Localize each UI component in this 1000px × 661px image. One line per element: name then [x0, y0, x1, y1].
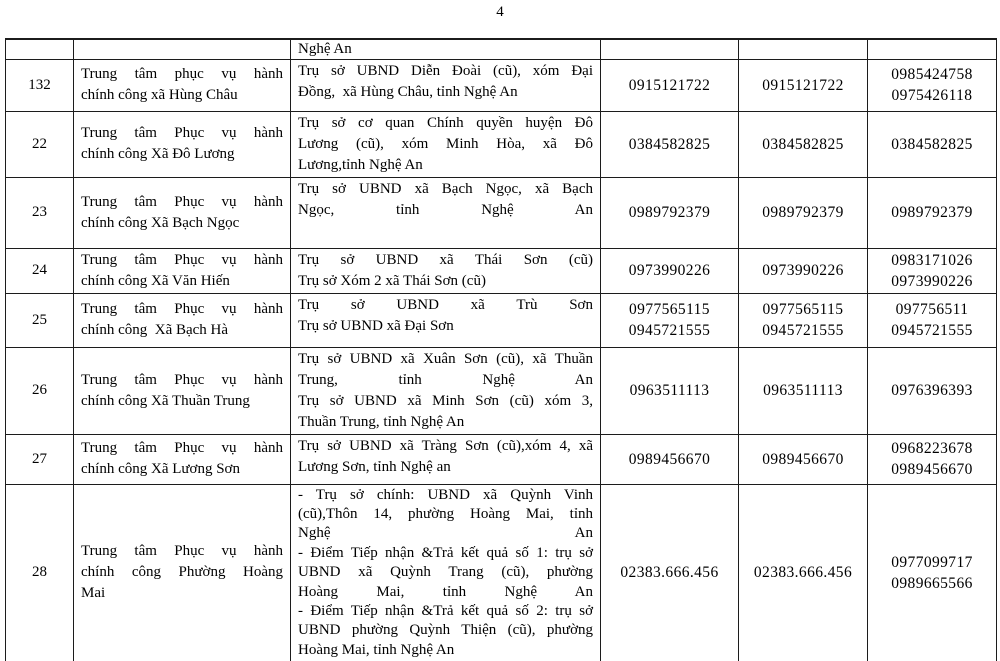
address-line: Lương (cũ), xóm Minh Hòa, xã Đô: [298, 135, 593, 152]
address-line: - Điểm Tiếp nhận &Trả kết quả số 1: trụ sở: [298, 544, 593, 561]
phone-cell-3: [868, 293, 997, 347]
phone-cell-3: [868, 484, 997, 661]
center-name-cell: [74, 293, 291, 347]
row-number-cell: 23: [6, 177, 74, 248]
phone-number: 0983171026: [891, 251, 973, 269]
address-line: Trụ sở UBND xã Xuân Sơn (cũ), xã Thuần: [298, 350, 593, 367]
phone-number: 0384582825: [628, 135, 711, 153]
phone-cell-2: [739, 248, 868, 293]
address-line: Trụ sở UBND Diễn Đoài (cũ), xóm Đại: [298, 62, 593, 79]
phone-number: 0915121722: [762, 76, 844, 94]
phone-number: 0975426118: [891, 87, 973, 104]
phone-cell-1: [601, 293, 739, 347]
phone-number: 0985424758: [891, 66, 973, 83]
center-name-line: Trung tâm Phục vụ hành: [81, 193, 283, 210]
table-row: [6, 347, 997, 434]
phone-cell-3: [868, 39, 997, 59]
phone-number: 0963511113: [763, 382, 843, 399]
center-name-cell: [74, 39, 291, 59]
center-name-cell: [74, 347, 291, 434]
address-line: Trung, tỉnh Nghệ An: [298, 371, 593, 388]
phone-number: 0973990226: [891, 272, 973, 290]
address-cell: [291, 434, 601, 484]
address-line: Lương Sơn, tỉnh Nghệ an: [298, 458, 451, 475]
center-name-line: Trung tâm Phục vụ hành: [81, 251, 283, 268]
phone-number: 0989456670: [762, 450, 844, 468]
phone-number: 0915121722: [628, 76, 711, 94]
phone-number: 0989456670: [628, 450, 711, 468]
table-row: [6, 248, 997, 293]
address-line: (cũ),Thôn 14, phường Hoàng Mai, tỉnh: [298, 505, 593, 522]
phone-number: 0977565115: [629, 301, 710, 318]
address-line: - Điểm Tiếp nhận &Trả kết quả số 2: trụ sở: [298, 602, 593, 619]
phone-number: 0973990226: [762, 262, 844, 279]
phone-number: 0989456670: [891, 461, 973, 478]
phone-number: 0976396393: [891, 382, 973, 399]
phone-cell-2: [739, 39, 868, 59]
center-name-line: Trung tâm Phục vụ hành: [81, 301, 283, 317]
phone-cell-2: [739, 111, 868, 177]
phone-cell-2: [739, 434, 868, 484]
phone-cell-3: [868, 434, 997, 484]
phone-number: 097756511: [895, 301, 969, 318]
center-name-cell: [74, 111, 291, 177]
address-line: Trụ sở UBND xã Trù Sơn: [298, 296, 593, 313]
phone-number: 0989792379: [891, 204, 973, 221]
center-name-line: Trung tâm Phục vụ hành: [81, 125, 283, 141]
center-name-line: Trung tâm Phục vụ hành: [81, 440, 283, 456]
table-row: [6, 293, 997, 347]
address-line: Trụ sở UBND xã Đại Sơn: [298, 317, 454, 334]
phone-cell-1: [601, 39, 739, 59]
phone-number: 0945721555: [891, 322, 973, 339]
center-name-line: chính công Xã Bạch Hà: [81, 322, 229, 338]
center-name-cell: [74, 248, 291, 293]
address-cell: [291, 39, 601, 59]
phone-cell-1: [601, 434, 739, 484]
phone-cell-2: [739, 293, 868, 347]
phone-cell-2: [739, 347, 868, 434]
address-line: Trụ sở Xóm 2 xã Thái Sơn (cũ): [298, 272, 486, 289]
phone-number: 0963511113: [629, 382, 710, 399]
phone-cell-3: [868, 111, 997, 177]
address-line: Trụ sở cơ quan Chính quyền huyện Đô: [298, 114, 593, 131]
phone-cell-2: [739, 177, 868, 248]
center-name-cell: [74, 434, 291, 484]
center-name-line: Mai: [81, 585, 106, 602]
phone-cell-2: [739, 484, 868, 661]
phone-cell-1: [601, 59, 739, 111]
address-line: Đồng, xã Hùng Châu, tỉnh Nghệ An: [298, 83, 518, 100]
row-number-cell: 27: [6, 434, 74, 484]
row-number-cell: 28: [6, 484, 74, 661]
center-name-line: Trung tâm phục vụ hành: [81, 66, 283, 82]
table-row: [6, 434, 997, 484]
address-line: Hoàng Mai, tỉnh Nghệ An: [298, 641, 455, 658]
table-row: [6, 484, 997, 661]
phone-number: 02383.666.456: [753, 564, 853, 582]
address-line: Hoàng Mai, tỉnh Nghệ An: [298, 583, 593, 600]
phone-cell-2: [739, 59, 868, 111]
address-line: Ngọc, tỉnh Nghệ An: [298, 201, 593, 218]
carryover-row: [6, 39, 997, 59]
address-cell: [291, 59, 601, 111]
center-name-line: chính công xã Hùng Châu: [81, 87, 238, 103]
phone-number: 0989792379: [628, 204, 711, 221]
row-number-cell: 132: [6, 59, 74, 111]
address-line: Trụ sở UBND xã Bạch Ngọc, xã Bạch: [298, 180, 593, 197]
phone-cell-3: [868, 347, 997, 434]
address-line: Trụ sở UBND xã Thái Sơn (cũ): [298, 251, 593, 268]
address-line: UBND xã Quỳnh Trang (cũ), phường: [298, 564, 593, 581]
phone-cell-3: [868, 248, 997, 293]
center-name-line: chính công Xã Bạch Ngọc: [81, 214, 240, 231]
phone-number: 0945721555: [762, 322, 844, 339]
service-centers-table: [5, 38, 997, 661]
phone-cell-1: [601, 484, 739, 661]
phone-number: 0989665566: [891, 574, 973, 592]
center-name-cell: [74, 59, 291, 111]
address-cell: [291, 177, 601, 248]
phone-number: 0973990226: [628, 262, 711, 279]
address-cell: [291, 248, 601, 293]
phone-number: 0968223678: [891, 440, 973, 457]
address-cell: [291, 111, 601, 177]
center-name-line: chính công Xã Thuần Trung: [81, 392, 250, 409]
center-name-line: Trung tâm Phục vụ hành: [81, 543, 283, 560]
phone-cell-1: [601, 347, 739, 434]
table-row: [6, 59, 997, 111]
phone-number: 0989792379: [762, 204, 844, 221]
center-name-line: chính công Xã Văn Hiến: [81, 272, 230, 289]
address-line: Trụ sở UBND xã Minh Sơn (cũ) xóm 3,: [298, 392, 593, 409]
row-number-cell: [6, 39, 74, 59]
address-line: UBND phường Quỳnh Thiện (cũ), phường: [298, 622, 593, 639]
address-cell: [291, 484, 601, 661]
center-name-line: chính công Xã Đô Lương: [81, 146, 235, 162]
table-row: [6, 177, 997, 248]
address-line: Nghệ An: [298, 525, 593, 542]
center-name-line: chính công Phường Hoàng: [81, 564, 283, 581]
phone-cell-1: [601, 248, 739, 293]
address-line: - Trụ sở chính: UBND xã Quỳnh Vinh: [298, 486, 593, 503]
address-line: Thuần Trung, tỉnh Nghệ An: [298, 413, 465, 430]
phone-cell-1: [601, 177, 739, 248]
address-cell: [291, 293, 601, 347]
row-number-cell: 22: [6, 111, 74, 177]
table-row: [6, 111, 997, 177]
phone-number: 0977099717: [891, 553, 973, 571]
center-name-line: Trung tâm Phục vụ hành: [81, 371, 283, 388]
page-number: 4: [496, 4, 504, 20]
row-number-cell: 24: [6, 248, 74, 293]
center-name-cell: [74, 484, 291, 661]
phone-number: 0384582825: [891, 135, 973, 153]
phone-cell-1: [601, 111, 739, 177]
row-number-cell: 25: [6, 293, 74, 347]
phone-number: 0945721555: [628, 322, 711, 339]
phone-cell-3: [868, 59, 997, 111]
address-line: Trụ sở UBND xã Tràng Sơn (cũ),xóm 4, xã: [298, 437, 593, 454]
address-line: Nghệ An: [298, 41, 352, 57]
row-number-cell: 26: [6, 347, 74, 434]
center-name-cell: [74, 177, 291, 248]
phone-number: 0977565115: [762, 301, 844, 318]
phone-cell-3: [868, 177, 997, 248]
address-line: Lương,tỉnh Nghệ An: [298, 156, 423, 173]
address-cell: [291, 347, 601, 434]
phone-number: 0384582825: [762, 135, 844, 153]
center-name-line: chính công Xã Lương Sơn: [81, 461, 240, 477]
phone-number: 02383.666.456: [620, 564, 719, 582]
